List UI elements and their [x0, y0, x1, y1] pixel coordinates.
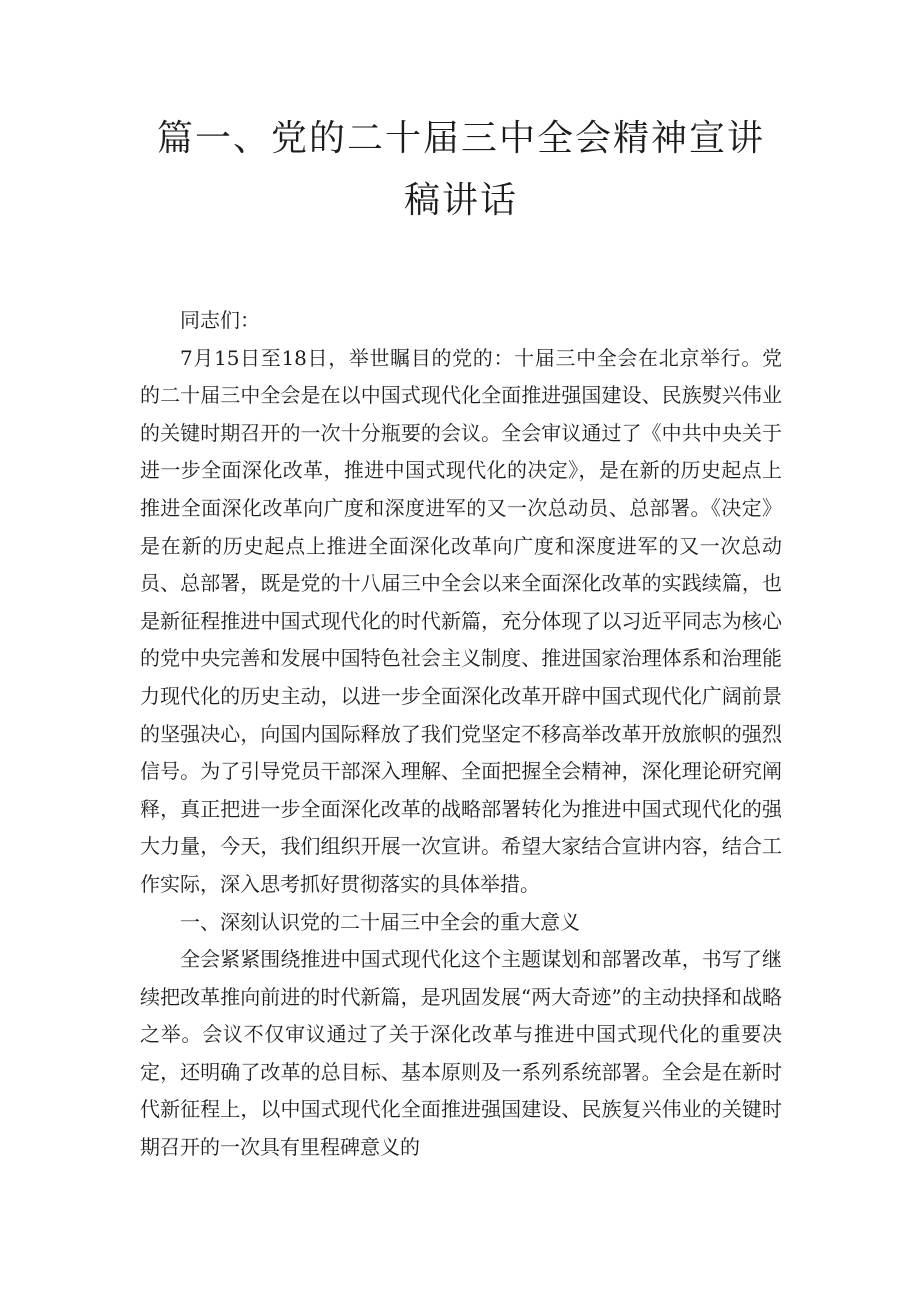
document-body — [140, 302, 782, 1167]
section-paragraph: 全会紧紧围绕推进中国式现代化这个主题谋划和部署改革，书写了继续把改革推向前进的时代新篇，是巩固发展“两大奇迹”的主动抉择和战略之举。会议不仅审议通过了关于深化改革与推进中国式现代化的重要决定，还明确了改革的总目标、基本原则及一系列系统部署。全会是在新时代新征程上，以中国式现代化全面推进强国建设、民族复兴伟业的关键时期召开的一次具有里程碑意义的 — [140, 947, 782, 1160]
document-title: 篇一、党的二十届三中全会精神宣讲稿讲话 — [156, 118, 765, 221]
section-heading: 一、深刻认识党的二十届三中全会的重大意义 — [180, 909, 580, 934]
intro-paragraph: 7月15日至18日，举世瞩目的党的：十届三中全会在北京举行。党的二十届三中全会是在以中国式现代化全面推进强国建设、民族熨兴伟业的关键时期召开的一次十分瓶要的会议。全会审议通过了《中共中央关于进一步全面深化改革，推进中国式现代化的决定》，是在新的历史起点上推进全面深化改革向广度和深度进军的又一次总动员、总部署。《决定》是在新的历史起点上推进全面深化改革向广度和深度进军的又一次总动员、总部署，既是党的十八届三中全会以来全面深化改革的实践续篇，也是新征程推进中国式现代化的时代新篇，充分体现了以习近平同志为核心的党中央完善和发展中国特色社会主义制度、推进国家治理体系和治理能力现代化的历史主动，以进一步全面深化改革开辟中国式现代化广阔前景的坚强决心，向国内国际释放了我们党坚定不移高举改革开放旅帜的强烈信号。为了引导党员干部深入理解、全面把握全会精神，深化理论研究阐释，真正把进一步全面深化改革的战略部署转化为推进中国式现代化的强大力量，今天，我们组织开展一次宣讲。希望大家结合宣讲内容，结合工作实际，深入思考抓好贯彻落实的具体举措。 — [140, 345, 782, 896]
salutation-paragraph: 同志们： — [180, 308, 260, 332]
